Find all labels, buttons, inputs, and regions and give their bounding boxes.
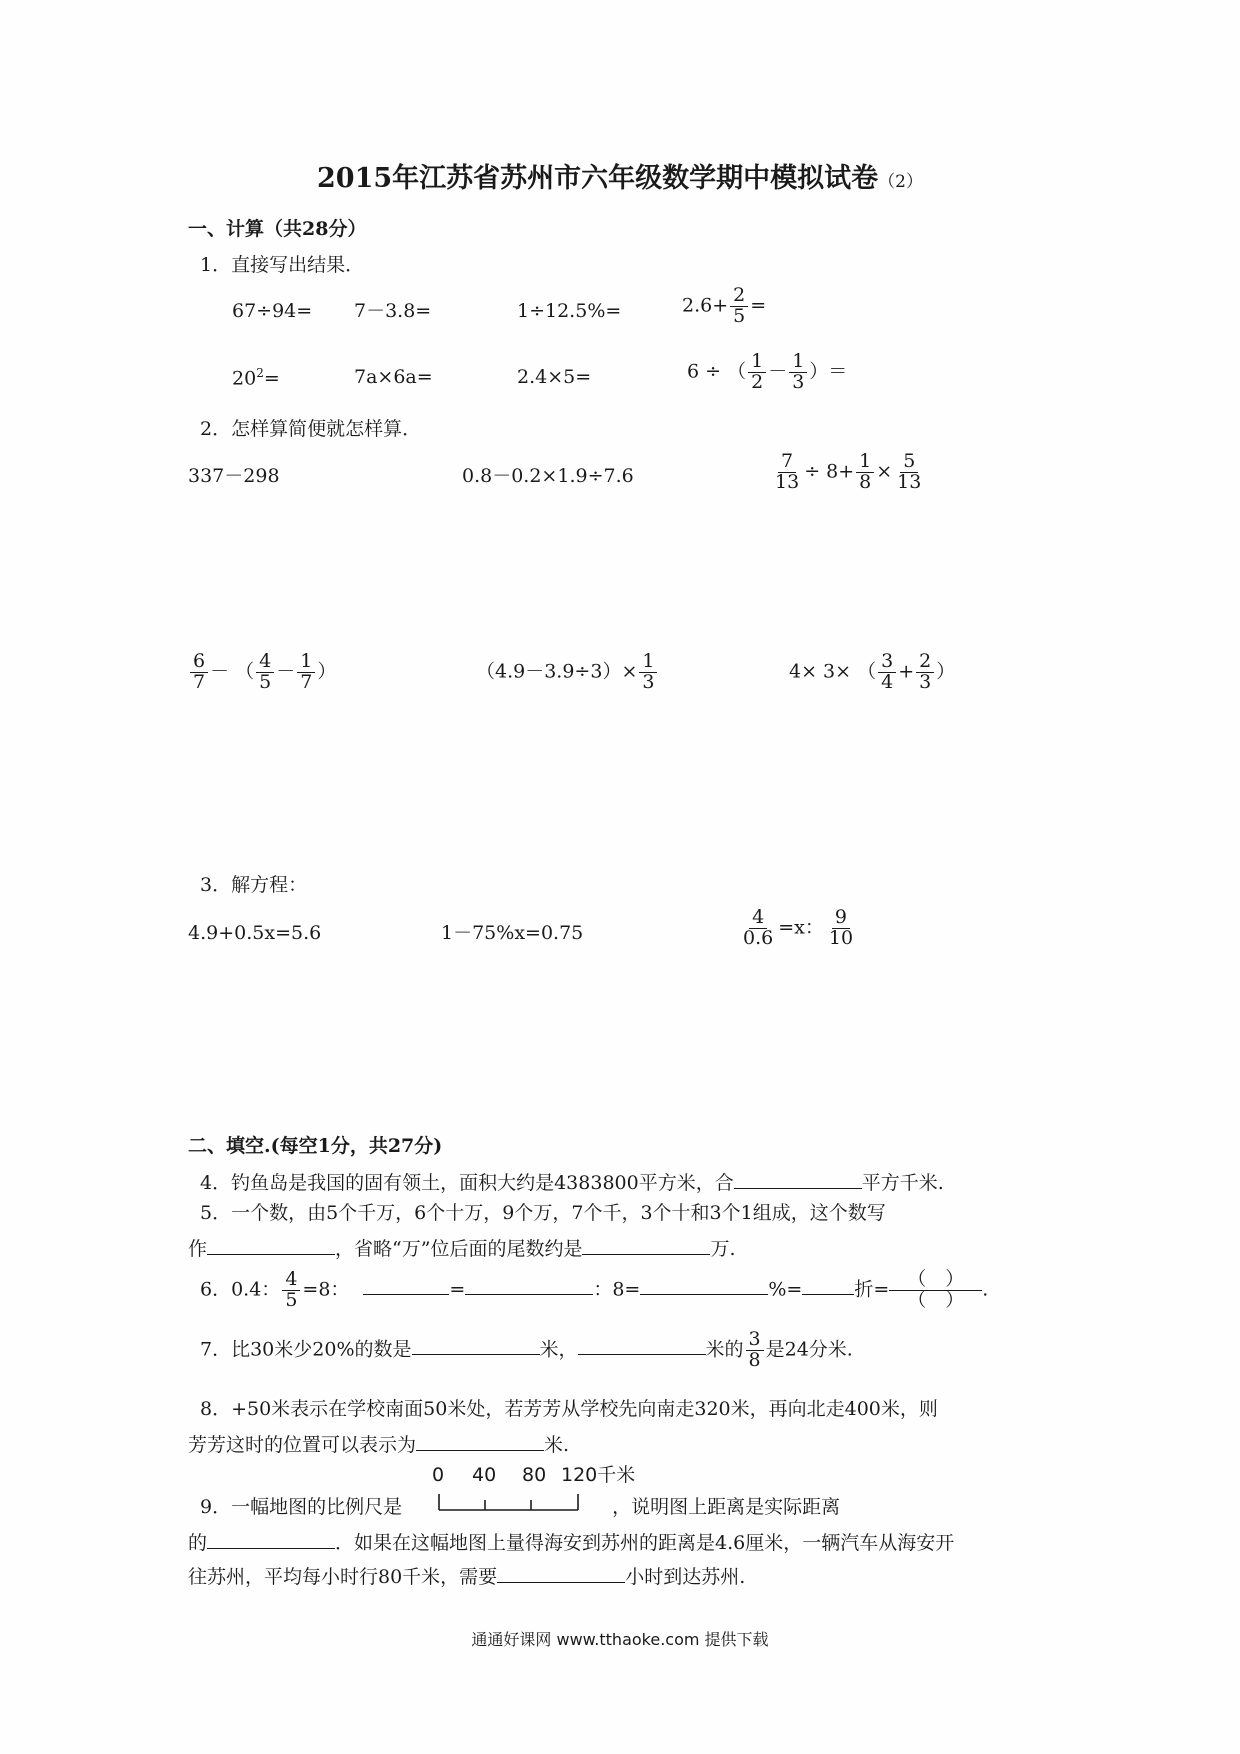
q3-c <box>738 908 858 949</box>
q1-r1c4-suffix: = <box>750 294 767 317</box>
q9-text: 往苏州，平均每小时行80千米，需要 <box>188 1566 498 1588</box>
numerator: 9 <box>832 908 850 929</box>
scale-label-40: 40 <box>472 1464 497 1486</box>
q1-r2c4-prefix: 6 ÷ （ <box>687 360 747 383</box>
q9-text: 的 <box>188 1532 208 1554</box>
q1-r2c4 <box>687 352 847 393</box>
page-title <box>0 162 1240 196</box>
numerator: 4 <box>282 1270 300 1291</box>
q1-r1c2: 7－3.8= <box>354 300 432 322</box>
numerator: 1 <box>748 352 766 373</box>
denominator: 2 <box>751 370 764 393</box>
denominator: 0.6 <box>743 926 774 949</box>
answer-blank[interactable] <box>465 1276 593 1295</box>
denominator: 3 <box>792 370 805 393</box>
q2-label: 2．怎样算简便就怎样算． <box>200 418 422 440</box>
q9-line2 <box>188 1530 954 1556</box>
q1-r2c2: 7a×6a= <box>354 366 433 388</box>
q2-f-prefix: 4× 3× （ <box>789 660 877 683</box>
numerator: 6 <box>190 652 208 673</box>
numerator: 2 <box>730 286 748 307</box>
q2-c <box>770 452 926 493</box>
answer-blank[interactable] <box>802 1276 854 1295</box>
q9-text: 9．一幅地图的比例尺是 <box>200 1496 403 1518</box>
q8-line2 <box>188 1432 569 1458</box>
q5-line1: 5．一个数，由5个千万，6个十万，9个万，7个千，3个十和3个1组成，这个数写 <box>200 1202 886 1224</box>
answer-blank[interactable] <box>363 1276 449 1295</box>
fraction <box>256 652 274 693</box>
q1-r2c3: 2.4×5= <box>517 366 592 388</box>
denominator: 10 <box>828 926 854 949</box>
paren-fraction[interactable] <box>889 1270 982 1311</box>
fraction <box>826 908 856 949</box>
numerator-blank[interactable]: （ ） <box>889 1270 982 1291</box>
operator: × <box>876 460 893 483</box>
q9-text: ．如果在这幅地图上量得海安到苏州的距离是4.6厘米，一辆汽车从海安开 <box>335 1532 955 1554</box>
title-suffix: （2） <box>878 172 923 192</box>
q2-a: 337－298 <box>188 465 280 487</box>
q1-r1c3: 1÷12.5%= <box>517 300 622 322</box>
denominator: 13 <box>897 470 922 493</box>
fraction <box>878 652 896 693</box>
title-text: 2015年江苏省苏州市六年级数学期中模拟试卷 <box>317 163 879 194</box>
denominator: 8 <box>748 1348 761 1371</box>
answer-blank[interactable] <box>734 1170 862 1189</box>
q5-text: ，省略“万”位后面的尾数约是 <box>335 1238 583 1260</box>
q1-r1c1: 67÷94= <box>232 300 313 322</box>
numerator: 2 <box>916 652 934 673</box>
scale-label-0: 0 <box>432 1464 445 1486</box>
q8-unit: 米. <box>544 1434 570 1456</box>
numerator: 3 <box>878 652 896 673</box>
minus: － <box>276 660 296 683</box>
q4-unit: 平方千米. <box>861 1172 944 1194</box>
answer-blank[interactable] <box>207 1530 335 1549</box>
answer-blank[interactable] <box>640 1276 768 1295</box>
q5-unit: 万. <box>710 1238 736 1260</box>
answer-blank[interactable] <box>416 1432 544 1451</box>
numerator: 3 <box>746 1330 764 1351</box>
paren: ） <box>317 660 337 683</box>
q6-text: = <box>449 1278 466 1301</box>
q1-r2c1 <box>232 366 280 391</box>
denominator: 4 <box>881 670 894 693</box>
fraction <box>916 652 934 693</box>
fraction <box>740 908 776 949</box>
fraction <box>282 1270 300 1311</box>
fraction <box>746 1330 764 1371</box>
footer-credit: 通通好课网 www.tthaoke.com 提供下载 <box>471 1630 769 1649</box>
q4-text: 4．钓鱼岛是我国的固有领土，面积大约是4383800平方米，合 <box>200 1172 734 1194</box>
numerator: 4 <box>256 652 274 673</box>
q5-line2 <box>188 1236 736 1262</box>
q3-a: 4.9+0.5x=5.6 <box>188 922 322 944</box>
numerator: 1 <box>639 652 657 673</box>
fraction <box>297 652 315 693</box>
part1-heading: 一、计算（共28分） <box>188 218 367 240</box>
q4 <box>200 1170 944 1196</box>
denominator: 5 <box>259 670 272 693</box>
q8-text: 芳芳这时的位置可以表示为 <box>188 1434 417 1456</box>
fraction <box>894 452 924 493</box>
q6-text: =8： <box>302 1278 350 1301</box>
answer-blank[interactable] <box>497 1564 625 1583</box>
fraction <box>772 452 802 493</box>
q2-e-prefix: （4.9－3.9÷3）× <box>476 660 638 683</box>
exponent: 2 <box>256 366 264 380</box>
scale-bar <box>438 1490 588 1512</box>
answer-blank[interactable] <box>207 1236 335 1255</box>
base: 20 <box>232 367 257 390</box>
q9-text: 小时到达苏州. <box>625 1566 746 1588</box>
numerator: 7 <box>778 452 796 473</box>
fraction <box>730 286 748 327</box>
q6-text: 折= <box>854 1278 890 1301</box>
q1-r1c4-prefix: 2.6+ <box>682 294 729 317</box>
fraction <box>639 652 657 693</box>
numerator: 5 <box>900 452 918 473</box>
q1-label: 1．直接写出结果． <box>200 254 365 276</box>
fraction <box>190 652 208 693</box>
denominator: 7 <box>300 670 313 693</box>
q2-b: 0.8－0.2×1.9÷7.6 <box>462 465 634 487</box>
operator: ÷ 8+ <box>804 460 855 483</box>
q3-label: 3．解方程： <box>200 874 308 896</box>
q2-e <box>476 652 659 693</box>
operator: － （ <box>210 660 255 683</box>
plus: + <box>898 660 915 683</box>
denominator-blank[interactable]: （ ） <box>907 1288 965 1311</box>
scale-label-120: 120千米 <box>561 1464 636 1486</box>
denominator: 13 <box>775 470 800 493</box>
part2-heading: 二、填空.(每空1分，共27分) <box>188 1135 443 1157</box>
numerator: 1 <box>789 352 807 373</box>
q7-text: 米的 <box>705 1338 744 1361</box>
q5-text: 作 <box>188 1238 208 1260</box>
q1-r2c4-suffix: ）＝ <box>809 360 848 383</box>
q6-text: %= <box>768 1278 803 1301</box>
denominator: 8 <box>859 470 872 493</box>
answer-blank[interactable] <box>578 1336 706 1355</box>
q9-line3 <box>188 1564 745 1590</box>
denominator: 3 <box>919 670 932 693</box>
scale-label-80: 80 <box>522 1464 547 1486</box>
minus: － <box>768 360 788 383</box>
period: . <box>982 1278 989 1301</box>
q2-f <box>789 652 955 693</box>
paren: ） <box>936 660 956 683</box>
q7-text: 7．比30米少20%的数是 <box>200 1338 412 1361</box>
q6-text: ：8= <box>593 1278 641 1301</box>
q3-b: 1－75%x=0.75 <box>441 922 584 944</box>
q7-text: 是24分米. <box>765 1338 853 1361</box>
equals: = <box>263 367 280 390</box>
fraction <box>748 352 766 393</box>
denominator: 5 <box>285 1288 298 1311</box>
answer-blank[interactable] <box>412 1336 540 1355</box>
denominator: 5 <box>733 304 746 327</box>
operator: =x： <box>778 916 824 939</box>
q8-line1: 8．+50米表示在学校南面50米处，若芳芳从学校先向南走320米，再向北走400米，则 <box>200 1398 938 1420</box>
q7 <box>200 1330 853 1371</box>
numerator: 1 <box>297 652 315 673</box>
fraction <box>856 452 874 493</box>
answer-blank[interactable] <box>582 1236 710 1255</box>
q9-text: ，说明图上距离是实际距离 <box>612 1496 841 1518</box>
q2-d <box>188 652 336 693</box>
denominator: 3 <box>642 670 655 693</box>
denominator: 7 <box>193 670 206 693</box>
fraction <box>789 352 807 393</box>
q6 <box>200 1270 988 1311</box>
q1-r1c4 <box>682 286 766 327</box>
q6-text: 6．0.4： <box>200 1278 281 1301</box>
numerator: 1 <box>856 452 874 473</box>
q7-text: 米， <box>539 1338 578 1361</box>
numerator: 4 <box>749 908 767 929</box>
